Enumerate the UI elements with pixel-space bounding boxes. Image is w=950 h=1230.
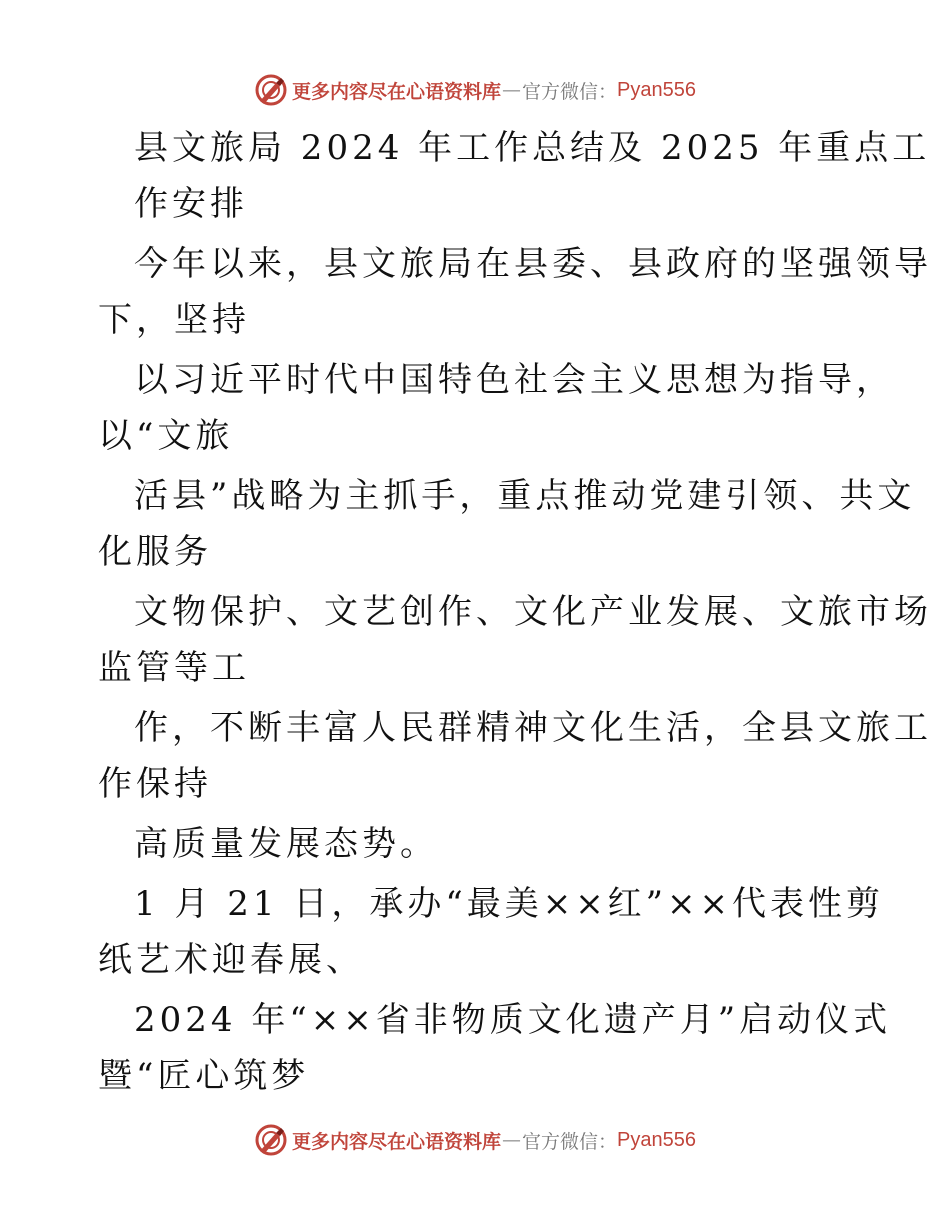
text-line: 2024 年“××省非物质文化遗产月”启动仪式 [134,1000,892,1040]
watermark-main-text: 更多内容尽在心语资料库 [292,1130,502,1153]
text-line: 作保持 [98,764,212,804]
watermark-wechat-id: Pyan556 [617,78,696,101]
text-line: 以“文旅 [98,416,234,456]
watermark-dash: — [502,1129,522,1151]
watermark-footer [0,1122,950,1158]
text-line: 高质量发展态势。 [134,824,438,864]
text-line: 暨“匠心筑梦 [98,1056,310,1096]
watermark-label: 官方微信： [522,1130,618,1153]
text-line: 下，坚持 [98,300,250,340]
watermark-label: 官方微信： [522,80,618,103]
text-line: 1 月 21 日，承办“最美××红”××代表性剪 [134,884,885,924]
text-line: 活县”战略为主抓手，重点推动党建引领、共文 [134,476,916,516]
text-line: 监管等工 [98,648,250,688]
text-line: 今年以来，县文旅局在县委、县政府的坚强领导 [134,244,932,284]
text-line: 文物保护、文艺创作、文化产业发展、文旅市场 [134,592,932,632]
text-line: 作安排 [134,184,248,224]
watermark-header [0,72,950,108]
watermark-dash: — [502,79,522,101]
text-line: 作，不断丰富人民群精神文化生活，全县文旅工 [134,708,932,748]
pen-logo-icon [254,73,288,107]
text-line: 县文旅局 2024 年工作总结及 2025 年重点工 [134,128,931,168]
text-line: 化服务 [98,532,212,572]
text-line: 纸艺术迎春展、 [98,940,364,980]
watermark-main-text: 更多内容尽在心语资料库 [292,80,502,103]
watermark-wechat-id: Pyan556 [617,1128,696,1151]
text-line: 以习近平时代中国特色社会主义思想为指导， [134,360,894,400]
pen-logo-icon [254,1123,288,1157]
